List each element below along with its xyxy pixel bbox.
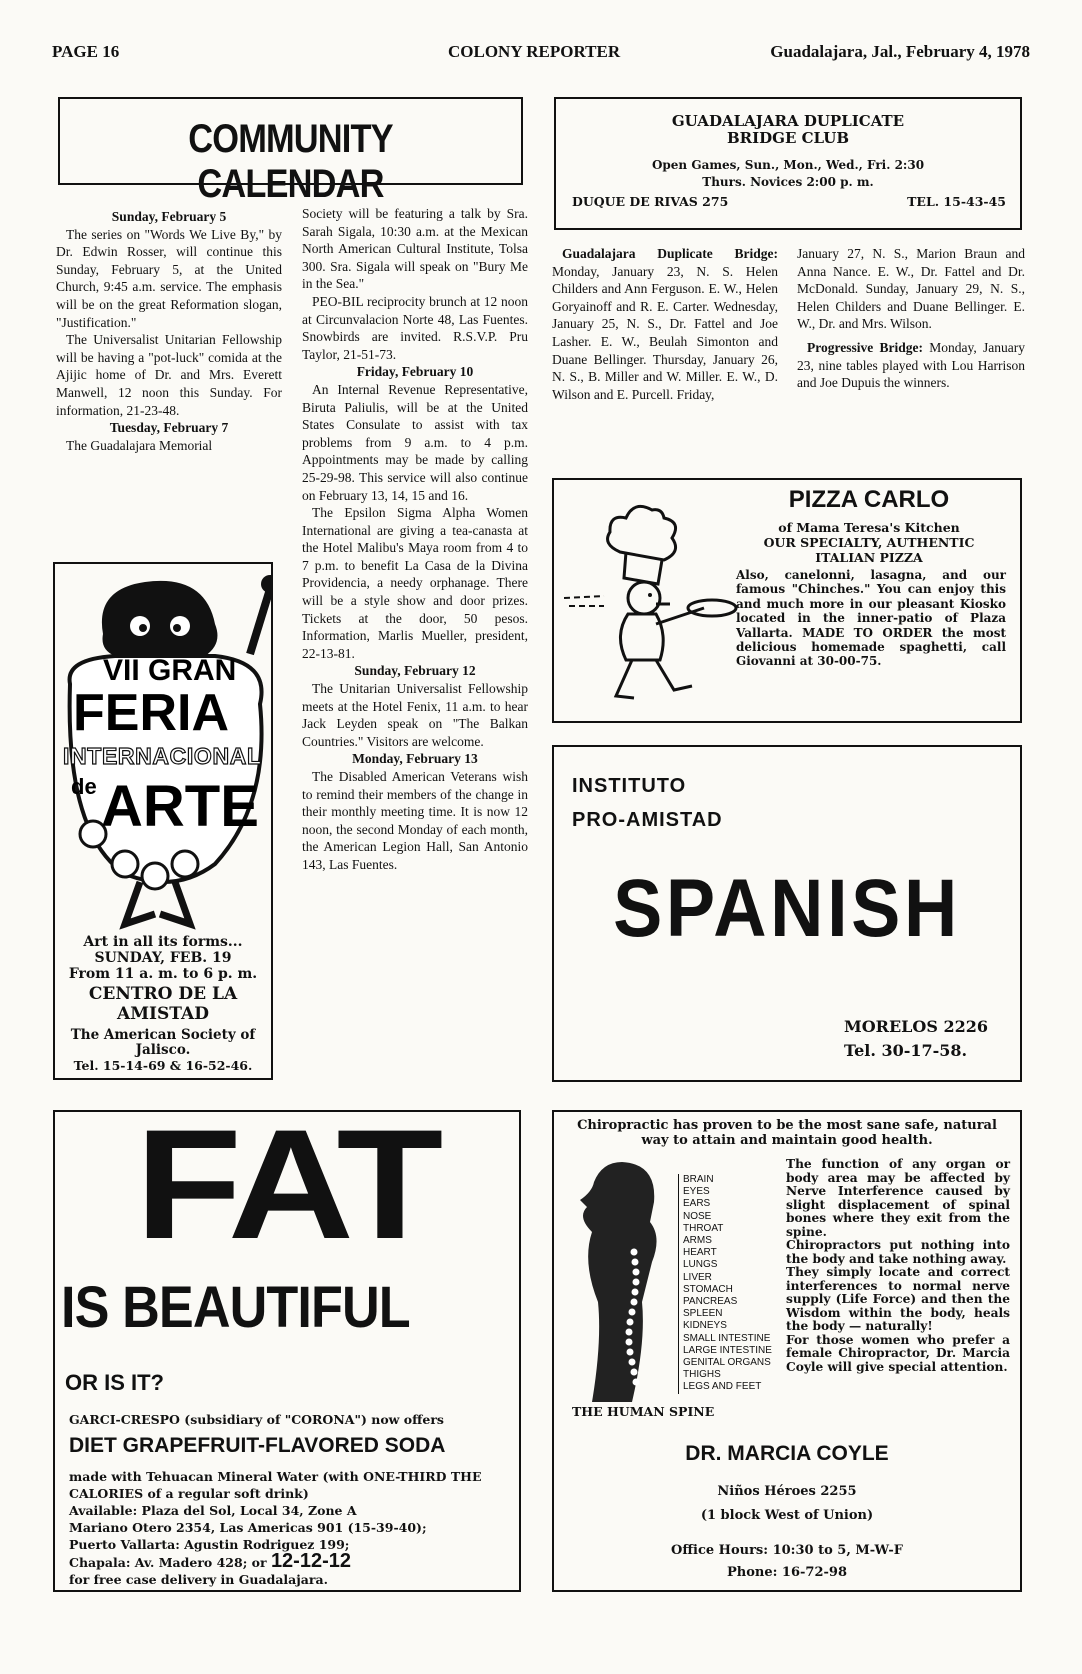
organ-label: THIGHS xyxy=(678,1369,778,1381)
spanish-headline: SPANISH xyxy=(613,863,961,954)
feria-caption: Art in all its forms... SUNDAY, FEB. 19 From 11 a. m. to 6 p. m. xyxy=(68,934,258,982)
calendar-entry: PEO-BIL reciprocity brunch at 12 noon at Circunvalacion Norte 48, Las Fuentes. Snowbirds are invited. R.S.V.P. Pru Taylor, 21-51-73. xyxy=(302,293,528,362)
calendar-entry: The Epsilon Sigma Alpha Women International are giving a tea-canasta at the Hotel Malibu's Maya room from 4 to 7 p.m. to benefit La Casa de la Divina Providencia, a needy orphanage. There will be a style show and door prizes. Tickets at the door, 50 pesos. Information, Marlis Mueller, president, 22-13-81. xyxy=(302,505,528,661)
chiropractic-ad xyxy=(552,1110,1022,1592)
progressive-bridge-lead: Progressive Bridge: xyxy=(807,339,923,355)
feria-de: de xyxy=(71,774,97,799)
bridge-club-box xyxy=(554,97,1022,230)
calendar-column-2 xyxy=(302,205,528,874)
bridge-results-column-1 xyxy=(552,245,778,403)
chef-illustration xyxy=(564,500,744,705)
fat-soda-ad xyxy=(53,1098,521,1592)
calendar-entry: The series on "Words We Live By," by Dr. Edwin Rosser, will continue this Sunday, February 5, at the United Church, 9:45 a.m. service. The emphasis will be on the great Reformation slogan, "Justification." xyxy=(56,226,282,330)
calendar-day-heading: Sunday, February 12 xyxy=(354,663,476,679)
organ-label: LARGE INTESTINE xyxy=(678,1345,778,1357)
calendar-entry: An Internal Revenue Representative, Biruta Paliulis, will be at the United States Consulate to assist with tax problems from 9 a.m. to 4 p.m. Appointments may be made by calling 25-29-98. This service will also continue on February 13, 14, 15 and 16. xyxy=(302,381,528,503)
calendar-title: COMMUNITY CALENDAR xyxy=(188,117,393,206)
feria-line-3: INTERNACIONAL xyxy=(63,743,261,769)
calendar-entry: The Disabled American Veterans wish to remind their members of the change in their monthly meeting time. It is now 12 noon, the second Monday of each month, the American Legion Hall, San Antonio 143, Las Fuentes. xyxy=(302,769,528,872)
organ-label: KIDNEYS xyxy=(678,1320,778,1332)
organ-label: PANCREAS xyxy=(678,1296,778,1308)
dateline: Guadalajara, Jal., February 4, 1978 xyxy=(770,42,1030,61)
organ-label: LUNGS xyxy=(678,1259,778,1271)
bridge-results-lead: Guadalajara Duplicate Bridge: xyxy=(562,246,778,261)
chiro-intro: Chiropractic has proven to be the most sane safe, natural way to attain and maintain good health. xyxy=(577,1118,997,1148)
organ-label: BRAIN xyxy=(678,1174,778,1186)
feria-line-1: VII GRAN xyxy=(103,654,237,687)
human-spine-caption: THE HUMAN SPINE xyxy=(572,1404,715,1419)
diet-soda-text: DIET GRAPEFRUIT-FLAVORED SODA xyxy=(69,1434,446,1457)
spanish-contact: MORELOS 2226 Tel. 30-17-58. xyxy=(844,1017,988,1060)
fat-headline: FAT xyxy=(135,1098,439,1272)
feria-venue: CENTRO DE LA AMISTAD xyxy=(88,984,238,1024)
garci-crespo-text: GARCI-CRESPO (subsidiary of "CORONA") now offers xyxy=(69,1412,444,1427)
feria-tel: Tel. 15-14-69 & 16-52-46. xyxy=(73,1058,253,1073)
or-is-it-text: OR IS IT? xyxy=(65,1370,164,1395)
bridge-club-address: DUQUE DE RIVAS 275 xyxy=(572,194,729,209)
instituto-name: INSTITUTO PRO-AMISTAD xyxy=(572,775,723,831)
bridge-club-tel: TEL. 15-43-45 xyxy=(907,194,1006,209)
feria-society: The American Society of Jalisco. xyxy=(70,1027,256,1058)
organ-label: EARS xyxy=(678,1198,778,1210)
spanish-ad xyxy=(552,745,1022,1082)
feria-artist-illustration xyxy=(55,564,271,944)
pizza-carlo-title: PIZZA CARLO xyxy=(788,486,950,513)
organ-label: HEART xyxy=(678,1247,778,1259)
progressive-bridge-text: Monday, January 23, nine tables played with Lou Harrison and Joe Dupuis the winners. xyxy=(797,339,1026,391)
chiro-body: The function of any organ or body area may be affected by Nerve Interference caused by slight displacement of spinal bones where they exit from the spine. Chiropractors put nothing into the body and take nothing away. They simply locate and correct interferences to normal nerve supply (Life Force) and then the Wisdom within the body, heals the body — naturally! For those women who prefer a female Chiropractor, Dr. Marcia Coyle will give special attention. xyxy=(786,1157,1010,1374)
bridge-results-column-2 xyxy=(797,245,1025,392)
organ-label: STOMACH xyxy=(678,1284,778,1296)
organ-label: THROAT xyxy=(678,1223,778,1235)
calendar-column-1 xyxy=(56,208,282,454)
calendar-day-heading: Friday, February 10 xyxy=(356,364,474,380)
organ-label: ARMS xyxy=(678,1235,778,1247)
pizza-carlo-body: Also, canelonni, lasagna, and our famous "Chinches." You can enjoy this and much more in our pleasant Kiosko located in the inner-patio of Plaza Vallarta. MADE TO ORDER the most delicious homemade spaghetti, call Giovanni at 30-00-75. xyxy=(736,568,1006,669)
organ-label: LEGS AND FEET xyxy=(678,1381,778,1393)
bridge-results-text-2: January 27, N. S., Marion Braun and Anna Nance. E. W., Dr. Fattel and Dr. McDonald. Sunday, January 29, N. S., Helen Childers and Duane Bellinger. E. W., Dr. and Mrs. Wilson. xyxy=(797,246,1025,332)
pizza-carlo-ad xyxy=(552,478,1022,723)
calendar-day-heading: Sunday, February 5 xyxy=(111,209,227,224)
calendar-entry: The Universalist Unitarian Fellowship will be having a "pot-luck" comida at the Ajijic home of Dr. and Mrs. Everett Manwell, 12 noon this Sunday. For information, 21-23-48. xyxy=(56,332,282,418)
organ-label: NOSE xyxy=(678,1211,778,1223)
calendar-day-heading: Tuesday, February 7 xyxy=(109,420,229,436)
bridge-club-title: GUADALAJARA DUPLICATE BRIDGE CLUB xyxy=(671,112,905,147)
delivery-phone: 12-12-12 xyxy=(270,1550,351,1572)
doctor-address: Niños Héroes 2255 (1 block West of Union) xyxy=(700,1484,874,1523)
calendar-entry: The Unitarian Universalist Fellowship meets at the Hotel Fenix, 11 a.m. to hear Jack Leyden speak on "The Balkan Countries." Visitors are welcome. xyxy=(302,681,528,749)
calendar-title-box xyxy=(58,97,523,206)
calendar-day-heading: Monday, February 13 xyxy=(352,751,478,767)
office-hours: Office Hours: 10:30 to 5, M-W-F Phone: 16-72-98 xyxy=(671,1543,903,1580)
calendar-entry: Society will be featuring a talk by Sra. Sarah Sigala, 10:30 a.m. at the Mexican North American Cultural Institute, Tolsa 300. Sra. Sigala will speak on "Bury Me in the Sea." xyxy=(302,206,528,292)
organ-list xyxy=(678,1174,778,1394)
organ-label: SPLEEN xyxy=(678,1308,778,1320)
calendar-entry: The Guadalajara Memorial xyxy=(66,437,213,453)
is-beautiful-text: IS BEAUTIFUL xyxy=(61,1275,410,1340)
organ-label: SMALL INTESTINE xyxy=(678,1333,778,1345)
feria-ad xyxy=(53,562,273,1080)
human-spine-illustration xyxy=(572,1162,672,1402)
newspaper-name: COLONY REPORTER xyxy=(448,42,621,61)
feria-line-4: ARTE xyxy=(101,774,259,839)
page-number: PAGE 16 xyxy=(52,42,120,61)
fat-ad-details: made with Tehuacan Mineral Water (with ONE-THIRD THE CALORIES of a regular soft drink) Available: Plaza del Sol, Local 34, Zone A Mariano Otero 2354, Las Americas 901 (15-39-40); Puerto Vallarta: Agustin Rodriguez 199; Chapala: Av. Madero 428; or 12-12-12 for free case delivery in Guadalajara. xyxy=(69,1469,482,1587)
organ-label: EYES xyxy=(678,1186,778,1198)
bridge-results-text-1: Monday, January 23, N. S. Helen Childers and Ann Ferguson. E. W., Helen Goryainoff and R. E. Carter. Wednesday, January 25, N. S., Dr. Fattel and Joe Lasher. E. W., Beulah Simonton and Duane Bellinger. Thursday, January 26, N. S., B. Miller and W. Miller. E. W., D. Wilson and E. Purcell. Friday, xyxy=(552,263,778,402)
doctor-name: DR. MARCIA COYLE xyxy=(685,1442,889,1465)
organ-label: LIVER xyxy=(678,1272,778,1284)
organ-label: GENITAL ORGANS xyxy=(678,1357,778,1369)
pizza-carlo-subtitle: of Mama Teresa's Kitchen OUR SPECIALTY, AUTHENTIC ITALIAN PIZZA xyxy=(763,520,975,565)
bridge-club-hours: Open Games, Sun., Mon., Wed., Fri. 2:30 Thurs. Novices 2:00 p. m. xyxy=(651,158,925,189)
feria-line-2: FERIA xyxy=(73,684,229,742)
